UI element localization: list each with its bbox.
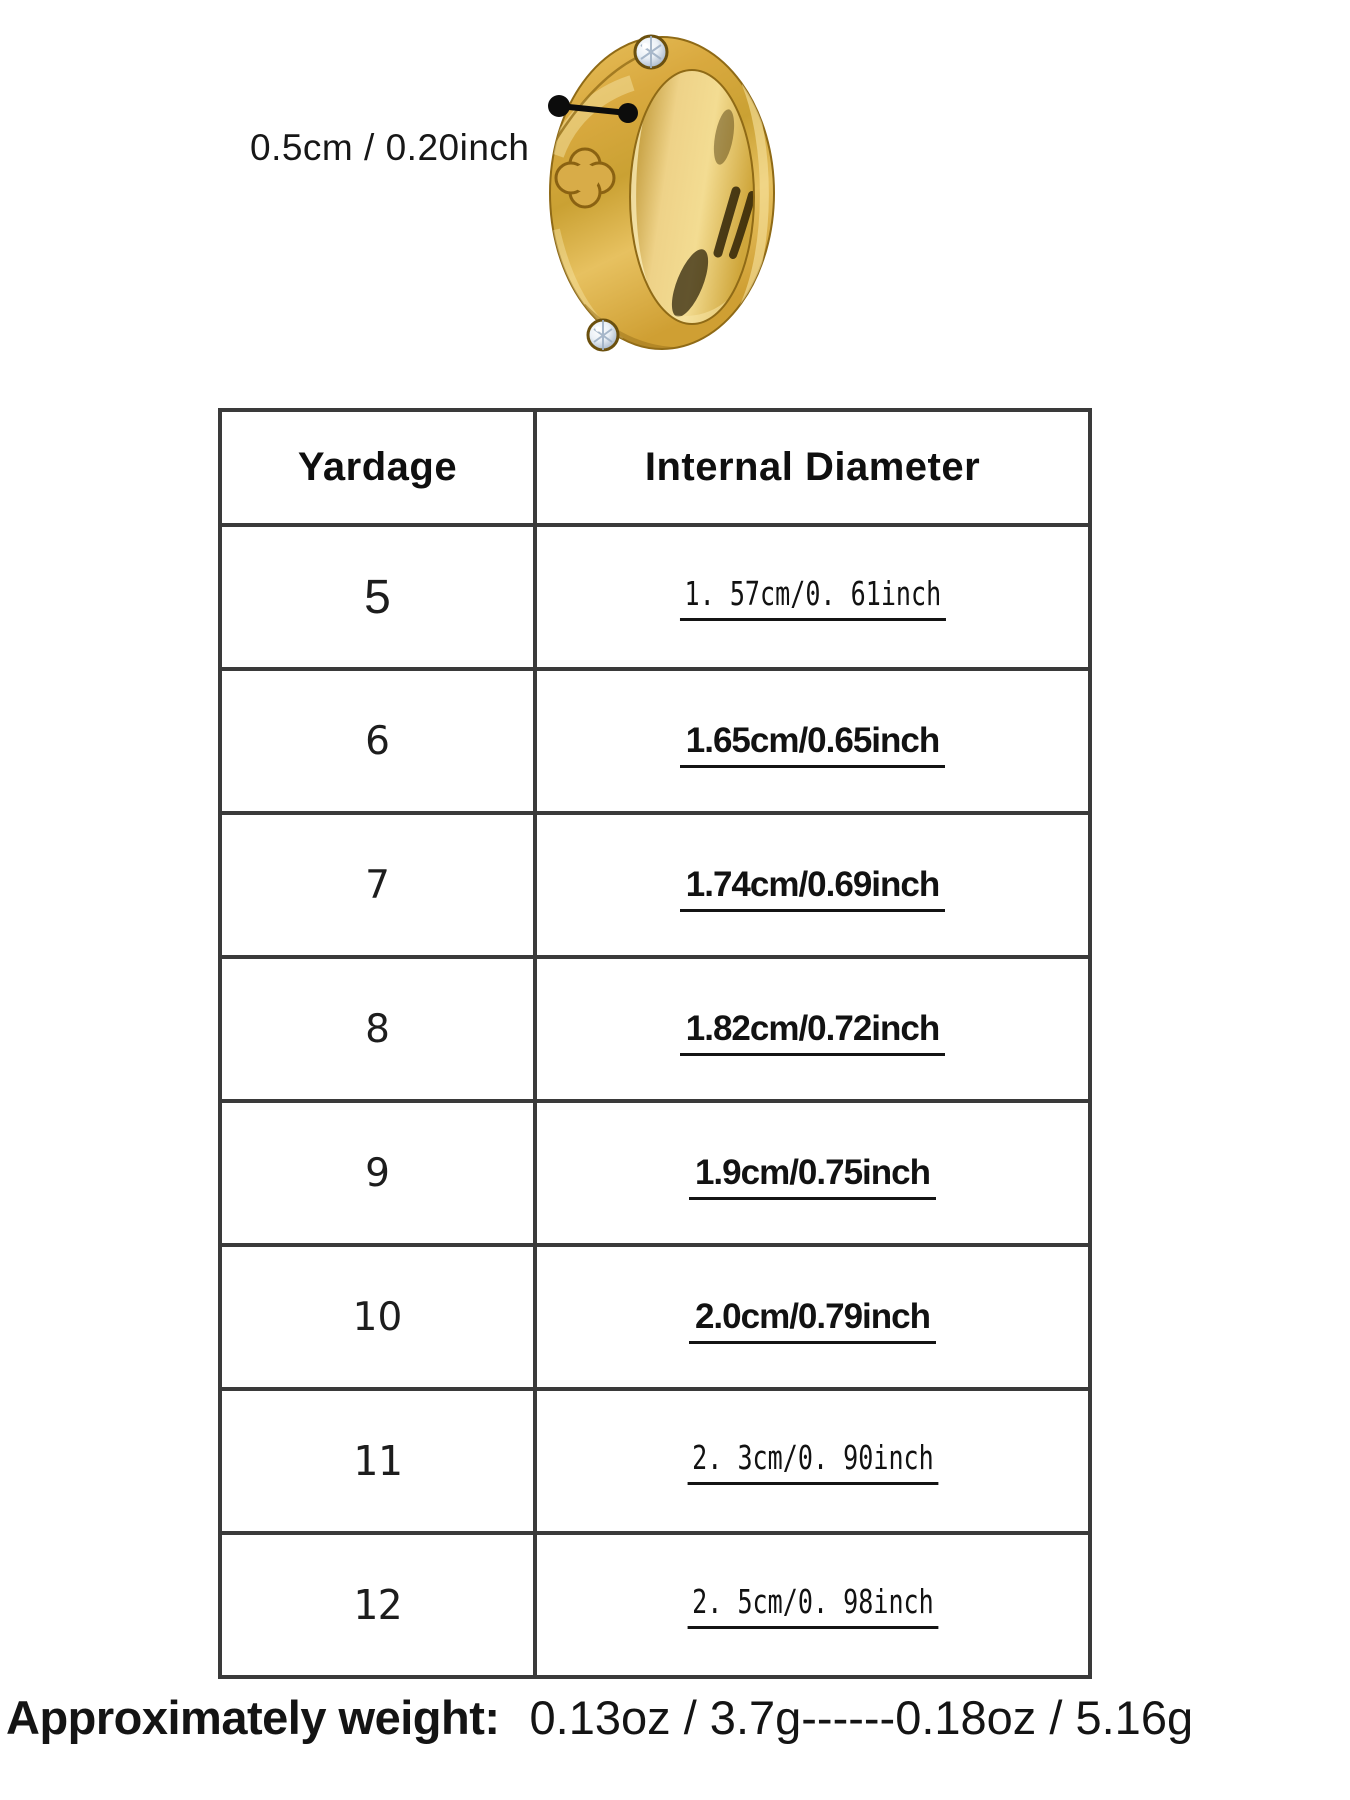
yardage-cell: 7 xyxy=(220,813,535,957)
table-row xyxy=(220,1245,1090,1389)
column-header-internal-diameter: Internal Diameter xyxy=(535,410,1090,525)
yardage-cell: 5 xyxy=(220,525,535,669)
yardage-cell: 9 xyxy=(220,1101,535,1245)
diameter-value: 2. 5cm/0. 98inch xyxy=(687,1582,938,1629)
measurement-dot-right-icon xyxy=(618,103,638,123)
diameter-cell xyxy=(535,525,1090,669)
gem-top-icon xyxy=(635,36,667,68)
diameter-value: 1. 57cm/0. 61inch xyxy=(680,574,946,621)
weight-value: 0.13oz / 3.7g------0.18oz / 5.16g xyxy=(529,1691,1194,1744)
diameter-value: 1.9cm/0.75inch xyxy=(689,1153,936,1200)
table-header-row xyxy=(220,410,1090,525)
yardage-cell: 8 xyxy=(220,957,535,1101)
yardage-cell: 6 xyxy=(220,669,535,813)
diameter-value: 1.74cm/0.69inch xyxy=(680,865,946,912)
table-row xyxy=(220,1533,1090,1677)
gold-ring-photo xyxy=(540,25,785,360)
weight-note xyxy=(6,1690,1193,1745)
diameter-value: 2.0cm/0.79inch xyxy=(689,1297,936,1344)
gem-bottom-icon xyxy=(588,320,618,350)
band-width-label: 0.5cm / 0.20inch xyxy=(250,127,530,168)
table-row xyxy=(220,1101,1090,1245)
weight-label: Approximately weight: xyxy=(6,1691,500,1744)
diameter-cell xyxy=(535,1101,1090,1245)
diameter-cell xyxy=(535,1389,1090,1533)
diameter-cell xyxy=(535,1245,1090,1389)
size-table xyxy=(218,408,1092,1679)
table-row xyxy=(220,957,1090,1101)
yardage-cell: 10 xyxy=(220,1245,535,1389)
table-row xyxy=(220,669,1090,813)
diameter-value: 1.65cm/0.65inch xyxy=(680,721,946,768)
table-row xyxy=(220,525,1090,669)
column-header-yardage: Yardage xyxy=(220,410,535,525)
diameter-value: 1.82cm/0.72inch xyxy=(680,1009,946,1056)
measurement-dot-left-icon xyxy=(548,95,570,117)
yardage-cell: 12 xyxy=(220,1533,535,1677)
diameter-cell xyxy=(535,957,1090,1101)
table-row xyxy=(220,813,1090,957)
diameter-value: 2. 3cm/0. 90inch xyxy=(687,1438,938,1485)
diameter-cell xyxy=(535,1533,1090,1677)
table-row xyxy=(220,1389,1090,1533)
yardage-cell: 11 xyxy=(220,1389,535,1533)
diameter-cell xyxy=(535,813,1090,957)
diameter-cell xyxy=(535,669,1090,813)
